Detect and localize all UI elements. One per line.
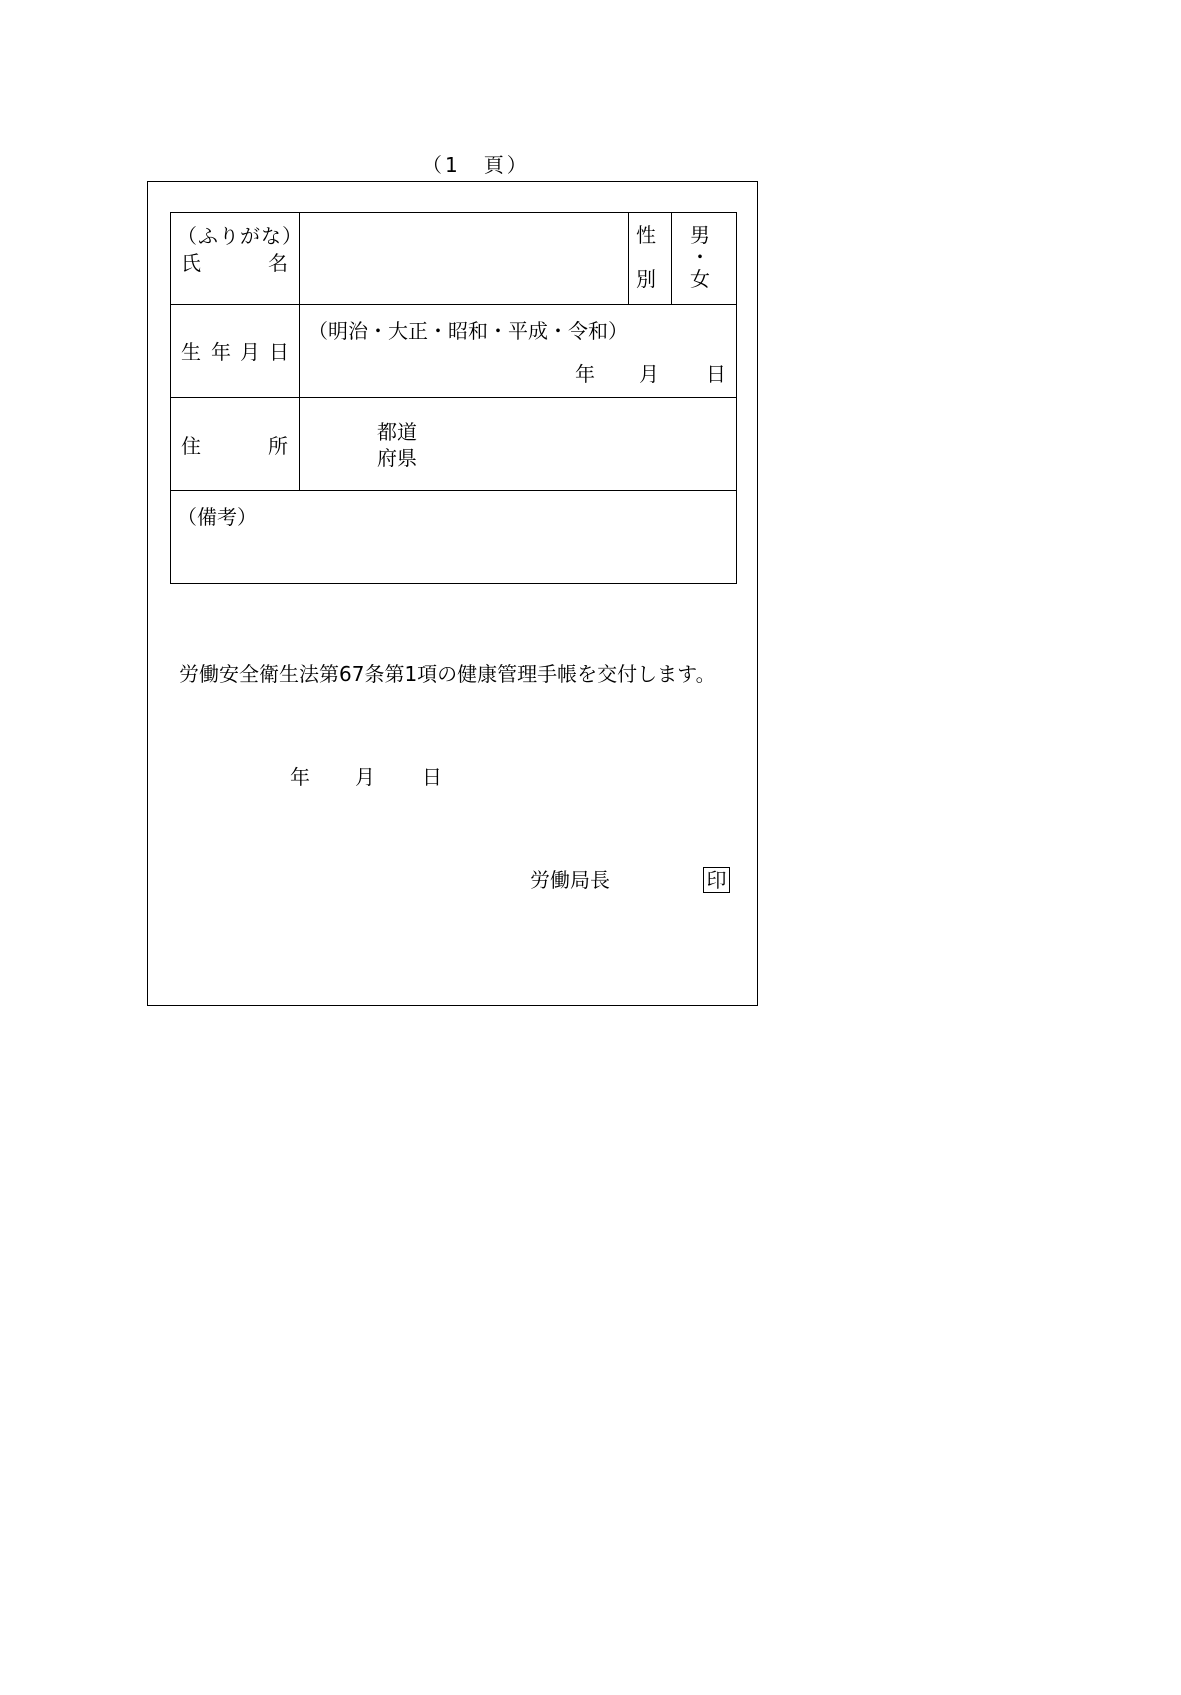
birthdate-year-unit: 年	[575, 362, 595, 386]
era-options[interactable]: （明治・大正・昭和・平成・令和）	[308, 319, 628, 343]
birthdate-label-char: 月	[240, 340, 260, 364]
sex-label-char: 別	[636, 267, 656, 291]
issue-day-unit: 日	[422, 765, 442, 789]
birthdate-day-unit: 日	[706, 362, 726, 386]
name-label-char: 名	[268, 251, 288, 275]
sex-option-male[interactable]: 男	[690, 223, 710, 247]
remarks-field[interactable]	[172, 530, 735, 582]
birthdate-label-char: 年	[211, 340, 231, 364]
sex-label-char: 性	[636, 223, 656, 247]
sex-option-separator: ・	[690, 245, 710, 269]
row-divider	[170, 304, 737, 305]
remarks-label: （備考）	[177, 505, 257, 529]
issuance-statement: 労働安全衛生法第67条第1項の健康管理手帳を交付します。	[179, 662, 716, 686]
issue-year-unit: 年	[290, 765, 310, 789]
sex-option-female[interactable]: 女	[690, 267, 710, 291]
sex-column-divider	[628, 212, 629, 304]
address-field[interactable]	[301, 399, 735, 488]
issue-month-unit: 月	[355, 765, 375, 789]
birthdate-label-char: 日	[269, 340, 289, 364]
issuer-title: 労働局長	[530, 868, 610, 892]
seal-box: 印	[703, 867, 730, 893]
address-label-char: 所	[268, 434, 288, 458]
page-label: （1 頁）	[422, 153, 530, 177]
prefecture-label: 都道	[377, 420, 417, 444]
prefecture-label: 府県	[377, 446, 417, 470]
row-divider	[170, 490, 737, 491]
row-divider	[170, 397, 737, 398]
furigana-label: （ふりがな）	[177, 224, 303, 248]
birthdate-month-unit: 月	[639, 362, 659, 386]
birthdate-label-char: 生	[181, 340, 201, 364]
name-field[interactable]	[301, 214, 626, 302]
name-label-char: 氏	[181, 251, 201, 275]
label-column-divider	[299, 212, 300, 490]
sex-column-divider	[671, 212, 672, 304]
address-label-char: 住	[181, 434, 201, 458]
